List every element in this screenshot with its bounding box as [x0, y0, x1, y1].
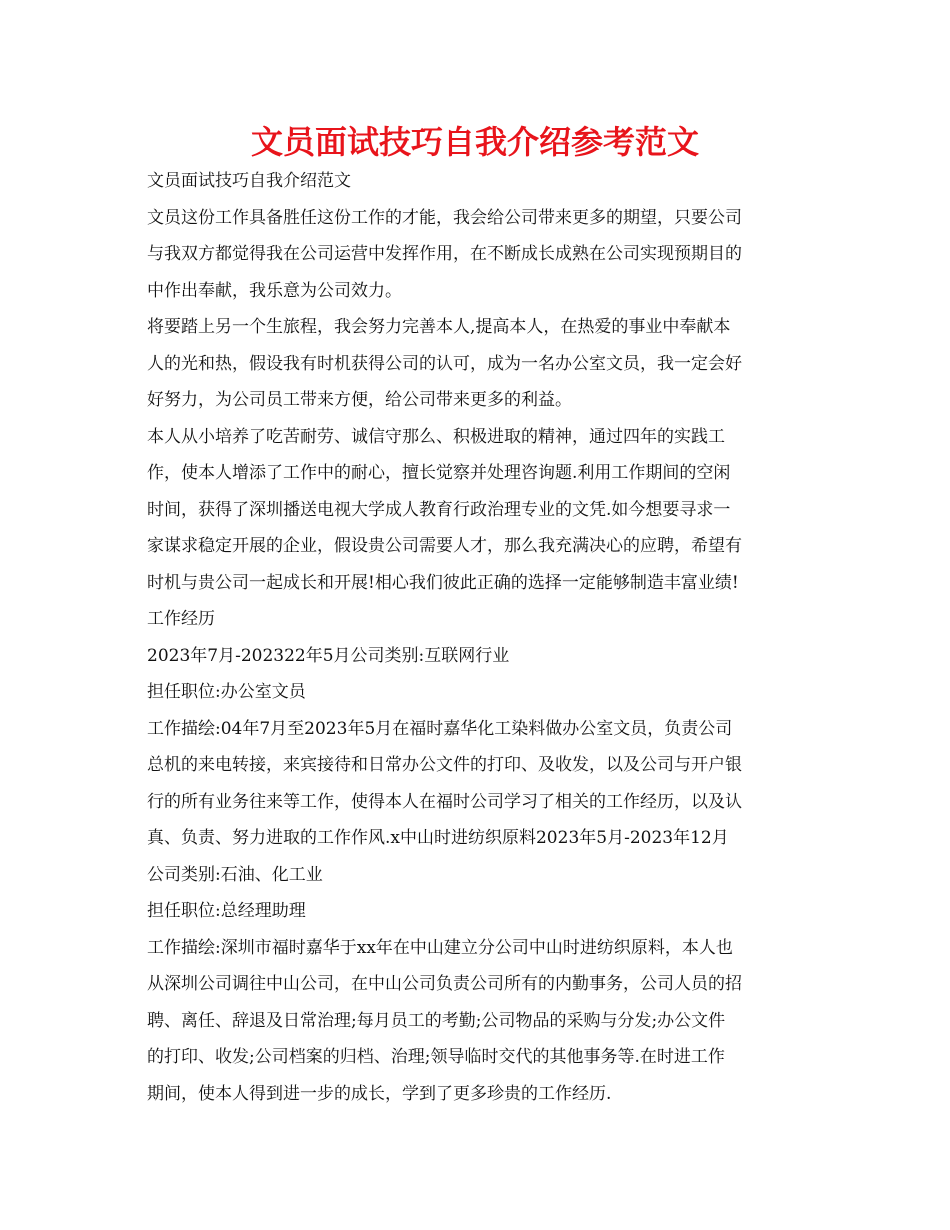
body-line: 将要踏上另一个生旅程，我会努力完善本人,提高本人，在热爱的事业中奉献本	[147, 317, 731, 337]
body-line: 2023年7月-202322年5月公司类别:互联网行业	[147, 645, 510, 666]
body-line: 文员面试技巧自我介绍范文	[147, 171, 351, 191]
body-line: 工作经历	[147, 609, 215, 629]
body-line: 文员这份工作具备胜任这份工作的才能，我会给公司带来更多的期望，只要公司	[147, 207, 742, 228]
body-line: 聘、离任、辞退及日常治理;每月员工的考勤;公司物品的采购与分发;办公文件	[147, 1010, 726, 1031]
body-line: 作，使本人增添了工作中的耐心，擅长觉察并处理咨询题.利用工作期间的空闲	[147, 463, 731, 483]
document-title: 文员面试技巧自我介绍参考范文	[250, 123, 699, 161]
body-line: 中作出奉献，我乐意为公司效力。	[147, 280, 402, 301]
body-line: 本人从小培养了吃苦耐劳、诚信守那么、积极进取的精神，通过四年的实践工	[147, 426, 725, 447]
document-body	[147, 163, 807, 1112]
body-line: 人的光和热，假设我有时机获得公司的认可，成为一名办公室文员，我一定会好	[147, 353, 742, 374]
body-line: 家谋求稳定开展的企业，假设贵公司需要人才，那么我充满决心的应聘，希望有	[147, 536, 742, 556]
body-line: 工作描绘:深圳市福时嘉华于xx年在中山建立分公司中山时进纺织原料，本人也	[147, 937, 733, 958]
body-line: 担任职位:办公室文员	[147, 682, 306, 702]
body-line: 真、负责、努力进取的工作作风.x中山时进纺织原料2023年5月-2023年12月	[147, 828, 729, 848]
body-line: 行的所有业务往来等工作，使得本人在福时公司学习了相关的工作经历，以及认	[147, 791, 742, 812]
body-line: 期间，使本人得到进一步的成长，学到了更多珍贵的工作经历.	[147, 1083, 612, 1104]
body-line: 与我双方都觉得我在公司运营中发挥作用，在不断成长成熟在公司实现预期目的	[147, 244, 742, 264]
body-line: 时间，获得了深圳播送电视大学成人教育行政治理专业的文凭.如今想要寻求一	[147, 499, 731, 520]
body-line: 总机的来电转接，来宾接待和日常办公文件的打印、及收发，以及公司与开户银	[147, 755, 742, 775]
body-line: 好努力，为公司员工带来方便，给公司带来更多的利益。	[147, 390, 572, 410]
body-line: 时机与贵公司一起成长和开展!相心我们彼此正确的选择一定能够制造丰富业绩!	[147, 572, 739, 593]
body-line: 从深圳公司调往中山公司，在中山公司负责公司所有的内勤事务，公司人员的招	[147, 974, 742, 994]
body-line: 担任职位:总经理助理	[147, 901, 306, 921]
body-line: 公司类别:石油、化工业	[147, 864, 323, 885]
body-line: 的打印、收发;公司档案的归档、治理;领导临时交代的其他事务等.在时进工作	[147, 1047, 725, 1067]
body-line: 工作描绘:04年7月至2023年5月在福时嘉华化工染料做办公室文员，负责公司	[147, 718, 733, 739]
